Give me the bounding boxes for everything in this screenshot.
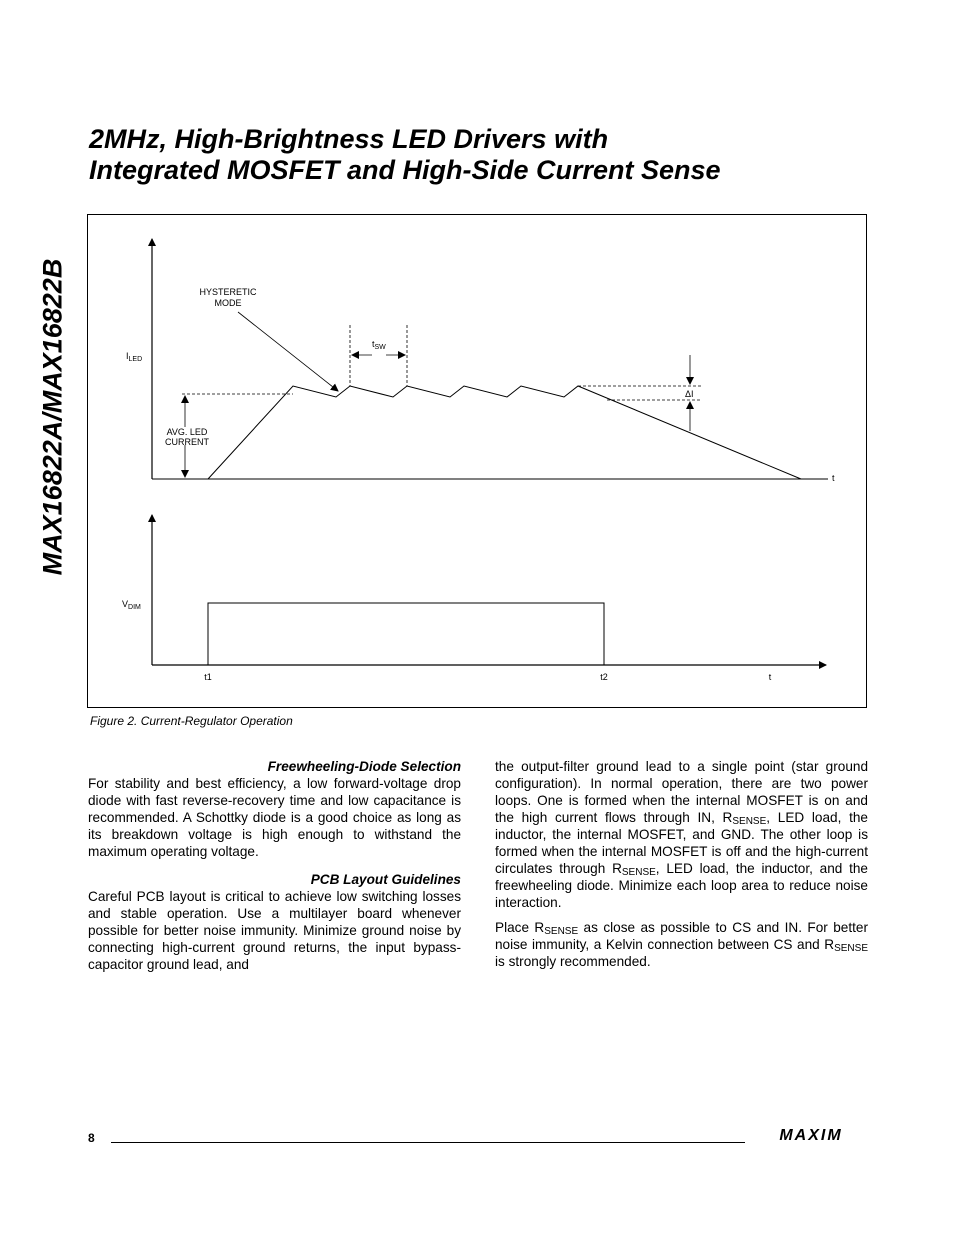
left-column (88, 758, 461, 973)
t2-label: t2 (600, 672, 608, 682)
right-column (495, 758, 868, 970)
heading-freewheeling-diode: Freewheeling-Diode Selection (267, 759, 461, 774)
figure-caption: Figure 2. Current-Regulator Operation (90, 714, 293, 728)
hysteretic-mode-pointer (238, 312, 338, 391)
paragraph-power-loops: the output-filter ground lead to a single point (star ground configuration). In normal operation, there are two power loops. One is formed when the internal MOSFET is on and the high current flows through IN, $R_{SENSE}$, LED load, the inductor, the internal MOSFET, and GND. The other loop is formed when the internal MOSFET is off and the high-current circulates through $R_{SENSE}$, LED load, the inductor, and the freewheeling diode. Minimize each loop area to reduce noise interaction. (495, 759, 868, 910)
page-title (89, 124, 909, 186)
maxim-logo-text: MAXIM (779, 1127, 843, 1144)
avg-current-label-line-1: AVG. LED (166, 427, 208, 437)
side-title-text: MAX16822A/MAX16822B (37, 258, 68, 576)
page-number: 8 (88, 1131, 95, 1145)
page-title-line-2: Integrated MOSFET and High-Side Current Sense (89, 155, 721, 185)
tsw-label: $t_{SW}$ (372, 339, 386, 351)
page-title-line-1: 2MHz, High-Brightness LED Drivers with (89, 124, 609, 154)
side-title (33, 212, 73, 622)
paragraph-pcb-layout: Careful PCB layout is critical to achieve low switching losses and stable operation. Use a multilayer board whenever possible for better noise immunity. Minimize ground noise by connecting high-current ground returns, the input bypass-capacitor ground lead, and (88, 889, 461, 972)
hysteretic-label-line-2: MODE (214, 298, 242, 308)
heading-pcb-layout: PCB Layout Guidelines (310, 872, 461, 887)
iled-label: $I_{LED}$ (126, 351, 143, 363)
t1-label: t1 (204, 672, 212, 682)
t-axis-label-bottom: t (768, 672, 772, 682)
vdim-label: $V_{DIM}$ (122, 599, 141, 611)
footer-rule (111, 1142, 745, 1143)
led-current-waveform (208, 386, 801, 479)
hysteretic-label-line-1: HYSTERETIC (199, 287, 257, 297)
paragraph-freewheeling-diode: For stability and best efficiency, a low forward-voltage drop diode with fast reverse-recovery time and low capacitance is recommended. A Schottky diode is a good choice as long as its breakdown voltage is high enough to withstand the maximum operating voltage. (88, 776, 461, 859)
timing-diagram (88, 215, 868, 709)
avg-current-label-line-2: CURRENT (165, 437, 209, 447)
maxim-logo (756, 1128, 866, 1144)
figure-current-regulator (87, 214, 867, 708)
t-axis-label-top: t (832, 473, 835, 483)
vdim-waveform (152, 603, 604, 665)
paragraph-rsense-placement: Place $R_{SENSE}$ as close as possible to CS and IN. For better noise immunity, a Kelvin connection between CS and $R_{SENSE}$ is strongly recommended. (495, 920, 868, 969)
delta-i-label: ΔI (685, 389, 694, 399)
